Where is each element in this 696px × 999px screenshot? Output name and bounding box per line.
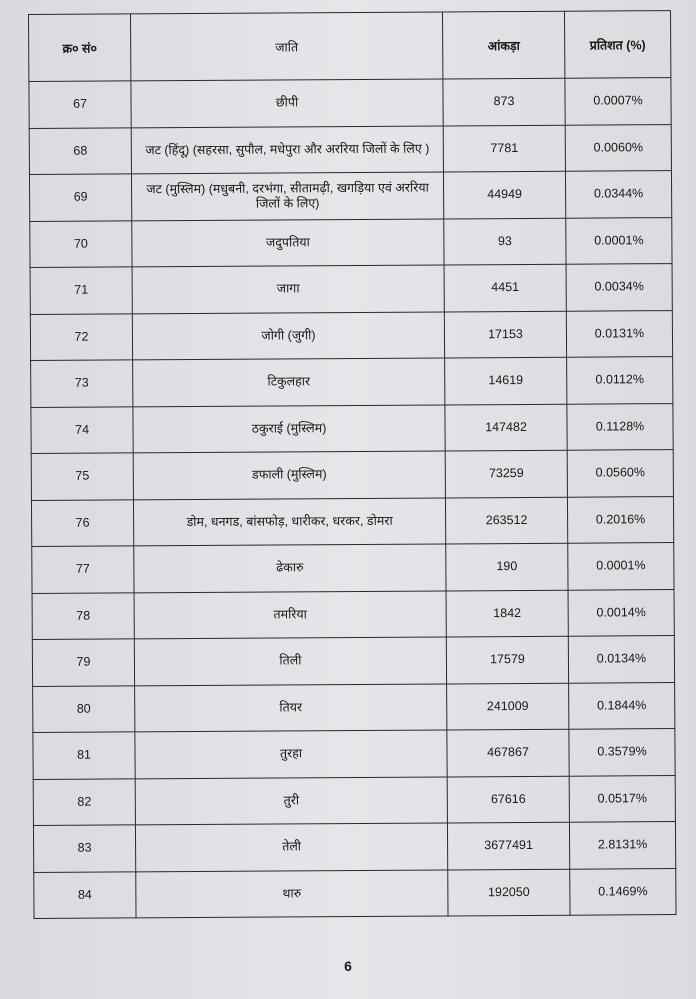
- cell-percent: 0.0034%: [566, 264, 672, 311]
- cell-serial: 84: [34, 871, 136, 918]
- cell-percent: 0.0007%: [565, 78, 671, 125]
- table-row: [31, 357, 673, 407]
- cell-caste: जागा: [132, 265, 444, 313]
- header-count: आंकड़ा: [442, 11, 564, 79]
- cell-serial: 73: [31, 360, 133, 407]
- cell-percent: 0.2016%: [567, 496, 673, 543]
- table-header-row: [29, 11, 671, 82]
- cell-serial: 75: [31, 453, 133, 500]
- cell-caste: छीपी: [131, 79, 443, 127]
- cell-serial: 70: [30, 220, 132, 267]
- cell-count: 192050: [448, 869, 570, 916]
- cell-serial: 83: [33, 825, 135, 872]
- cell-count: 14619: [445, 357, 567, 404]
- cell-serial: 81: [33, 732, 135, 779]
- table-row: [33, 775, 675, 825]
- table-row: [30, 264, 672, 314]
- cell-count: 93: [444, 218, 566, 265]
- cell-count: 4451: [444, 264, 566, 311]
- cell-count: 7781: [443, 125, 565, 172]
- table-body: [29, 78, 676, 919]
- cell-count: 190: [446, 543, 568, 590]
- cell-serial: 68: [29, 127, 131, 174]
- cell-count: 17153: [444, 311, 566, 358]
- cell-serial: 79: [32, 639, 134, 686]
- table-row: [30, 310, 672, 360]
- cell-serial: 74: [31, 406, 133, 453]
- cell-caste: तमरिया: [134, 590, 446, 638]
- cell-count: 17579: [446, 636, 568, 683]
- cell-caste: डोम, धनगड, बांसफोड़, धारीकर, धरकर, डोमरा: [133, 497, 445, 545]
- table-row: [29, 124, 671, 174]
- cell-count: 67616: [447, 776, 569, 823]
- table-row: [29, 78, 671, 128]
- cell-caste: तुरी: [135, 776, 447, 824]
- table-row: [33, 682, 675, 732]
- cell-percent: 0.1469%: [570, 868, 676, 915]
- cell-count: 467867: [447, 729, 569, 776]
- cell-count: 1842: [446, 590, 568, 637]
- cell-percent: 0.0112%: [567, 357, 673, 404]
- table-row: [32, 543, 674, 593]
- cell-percent: 0.0560%: [567, 450, 673, 497]
- cell-percent: 0.0517%: [569, 775, 675, 822]
- cell-count: 44949: [443, 171, 565, 218]
- caste-data-table: [28, 10, 677, 919]
- cell-caste: डफाली (मुस्लिम): [133, 451, 445, 499]
- cell-serial: 76: [31, 499, 133, 546]
- cell-percent: 0.0131%: [566, 310, 672, 357]
- cell-caste: तेली: [135, 823, 447, 871]
- cell-percent: 0.0001%: [568, 543, 674, 590]
- cell-caste: जट (मुस्लिम) (मधुबनी, दरभंगा, सीतामढ़ी, खगड़िया एवं अररिया जिलों के लिए): [131, 172, 443, 220]
- cell-serial: 80: [33, 685, 135, 732]
- table-row: [33, 729, 675, 779]
- cell-serial: 77: [32, 546, 134, 593]
- cell-percent: 0.0014%: [568, 589, 674, 636]
- cell-caste: ठकुराई (मुस्लिम): [133, 404, 445, 452]
- header-serial: क्र० सं०: [29, 14, 131, 82]
- cell-percent: 0.3579%: [569, 729, 675, 776]
- table-row: [31, 496, 673, 546]
- cell-serial: 72: [30, 313, 132, 360]
- page-number: 6: [344, 958, 352, 974]
- cell-serial: 67: [29, 81, 131, 128]
- cell-percent: 0.0001%: [566, 217, 672, 264]
- table-row: [29, 171, 671, 221]
- header-percent: प्रतिशत (%): [564, 11, 670, 79]
- cell-count: 3677491: [447, 822, 569, 869]
- cell-count: 873: [443, 78, 565, 125]
- table-row: [34, 868, 676, 918]
- cell-caste: तिली: [134, 637, 446, 685]
- table-row: [32, 589, 674, 639]
- cell-caste: टिकुलहार: [133, 358, 445, 406]
- table-row: [33, 822, 675, 872]
- cell-serial: 71: [30, 267, 132, 314]
- cell-percent: 0.0344%: [565, 171, 671, 218]
- cell-caste: जट (हिंदू) (सहरसा, सुपौल, मधेपुरा और अररिया जिलों के लिए ): [131, 125, 443, 173]
- cell-serial: 82: [33, 778, 135, 825]
- cell-caste: ढेकारु: [134, 544, 446, 592]
- table-row: [30, 217, 672, 267]
- table-row: [31, 403, 673, 453]
- cell-caste: जोगी (जुगी): [132, 311, 444, 359]
- header-caste: जाति: [131, 12, 443, 81]
- cell-count: 147482: [445, 404, 567, 451]
- table-row: [31, 450, 673, 500]
- cell-serial: 78: [32, 592, 134, 639]
- cell-caste: जदुपतिया: [132, 218, 444, 266]
- cell-percent: 2.8131%: [569, 822, 675, 869]
- cell-caste: तुरहा: [135, 730, 447, 778]
- cell-caste: थारु: [136, 869, 448, 917]
- cell-percent: 0.0134%: [568, 636, 674, 683]
- table-row: [32, 636, 674, 686]
- cell-count: 241009: [447, 683, 569, 730]
- cell-count: 263512: [445, 497, 567, 544]
- cell-percent: 0.0060%: [565, 124, 671, 171]
- cell-percent: 0.1844%: [569, 682, 675, 729]
- cell-percent: 0.1128%: [567, 403, 673, 450]
- cell-count: 73259: [445, 450, 567, 497]
- cell-caste: तियर: [135, 683, 447, 731]
- cell-serial: 69: [29, 174, 131, 221]
